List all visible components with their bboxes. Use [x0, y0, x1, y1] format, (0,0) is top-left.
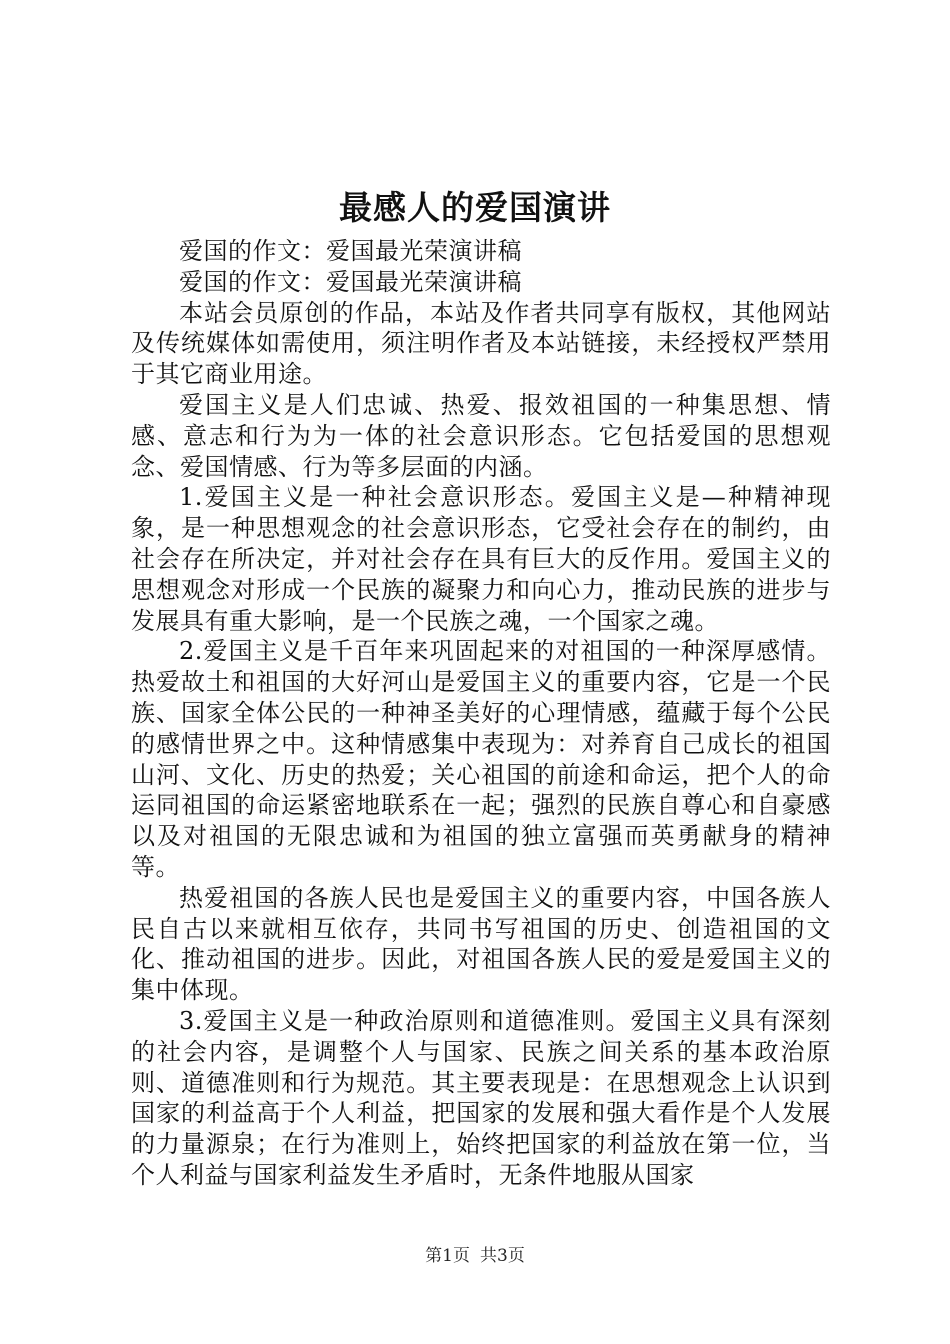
paragraph-point-3: 3.爱国主义是一种政治原则和道德准则。爱国主义具有深刻的社会内容，是调整个人与国家、民族之间关系的基本政治原则、道德准则和行为规范。其主要表现是：在思想观念上认识到国家的利益高于个人利益，把国家的发展和强大看作是个人发展的力量源泉；在行为准则上，始终把国家的利益放在第一位，当个人利益与国家利益发生矛盾时，无条件地服从国家 [131, 1006, 831, 1189]
page-footer [0, 1244, 950, 1268]
document-body [131, 236, 831, 1191]
paragraph-copyright-notice: 本站会员原创的作品，本站及作者共同享有版权，其他网站及传统媒体如需使用，须注明作者及本站链接，未经授权严禁用于其它商业用途。 [131, 298, 831, 389]
paragraph-intro: 爱国主义是人们忠诚、热爱、报效祖国的一种集思想、情感、意志和行为为一体的社会意识形态。它包括爱国的思想观念、爱国情感、行为等多层面的内涵。 [131, 390, 831, 481]
paragraph-subtitle-2: 爱国的作文：爱国最光荣演讲稿 [179, 267, 522, 296]
paragraph-subtitle-1: 爱国的作文：爱国最光荣演讲稿 [179, 237, 522, 265]
paragraph-ethnic-unity: 热爱祖国的各族人民也是爱国主义的重要内容，中国各族人民自古以来就相互依存，共同书写祖国的历史、创造祖国的文化、推动祖国的进步。因此，对祖国各族人民的爱是爱国主义的集中体现。 [131, 883, 831, 1005]
document-title: 最感人的爱国演讲 [339, 188, 611, 227]
paragraph-point-2: 2.爱国主义是千百年来巩固起来的对祖国的一种深厚感情。热爱故土和祖国的大好河山是爱国主义的重要内容，它是一个民族、国家全体公民的一种神圣美好的心理情感，蕴藏于每个公民的感情世界之中。这种情感集中表现为：对养育自己成长的祖国山河、文化、历史的热爱；关心祖国的前途和命运，把个人的命运同祖国的命运紧密地联系在一起；强烈的民族自尊心和自豪感以及对祖国的无限忠诚和为祖国的独立富强而英勇献身的精神等。 [131, 637, 831, 881]
page-number: 第1页 [425, 1246, 470, 1266]
paragraph-point-1: 1.爱国主义是一种社会意识形态。爱国主义是—种精神现象，是一种思想观念的社会意识形态，它受社会存在的制约，由社会存在所决定，并对社会存在具有巨大的反作用。爱国主义的思想观念对形成一个民族的凝聚力和向心力，推动民族的进步与发展具有重大影响，是一个民族之魂，一个国家之魂。 [131, 483, 831, 635]
page-total: 共3页 [480, 1246, 525, 1266]
